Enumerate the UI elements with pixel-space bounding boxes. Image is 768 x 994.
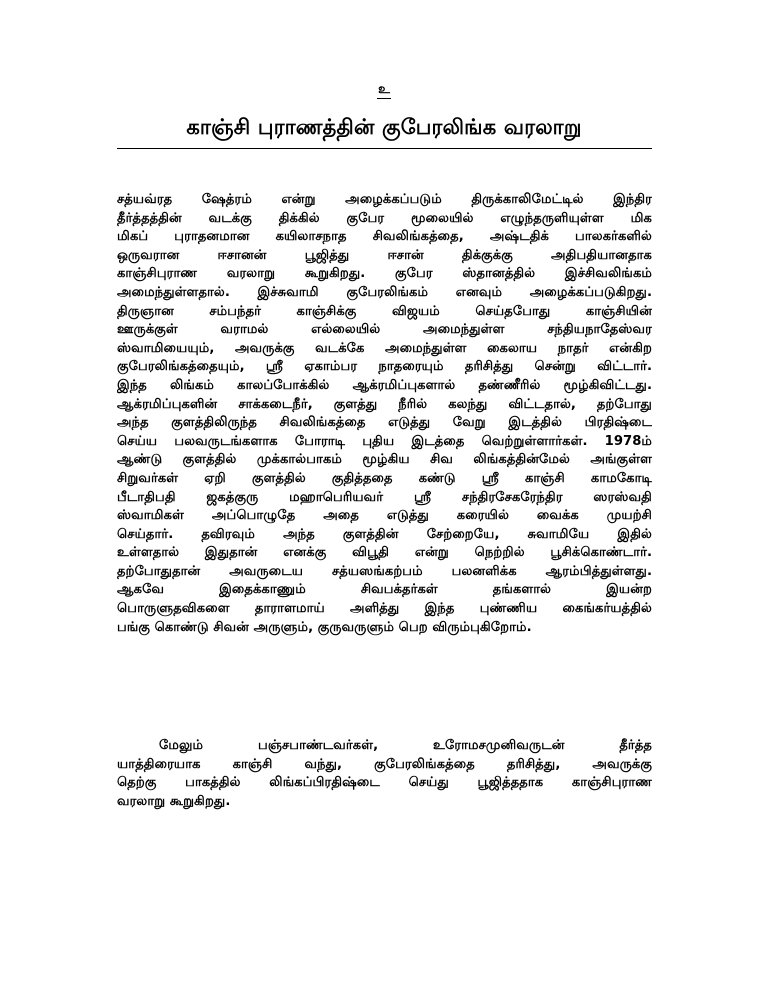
text-line: ஆண்டு குளத்தில் முக்கால்பாகம் மூழ்கிய சிவ லிங்கத்தின்மேல் அங்குள்ள (117, 452, 652, 468)
text-line: காஞ்சிபுராண வரலாறு கூறுகிறது. குபேர ஸ்தானத்தில் இச்சிவலிங்கம் (117, 266, 652, 282)
text-line: மிகப் புராதனமான கயிலாசநாத சிவலிங்கத்தை, அஷ்டதிக் பாலகர்களில் (117, 229, 652, 245)
text-line: பீடாதிபதி ஜகத்குரு மஹாபெரியவர் ஸ்ரீ சந்திரசேகரேந்திர ஸரஸ்வதி (117, 489, 652, 505)
top-mark-text: உ (378, 82, 390, 97)
text-line: ஒருவரான ஈசானன் பூஜித்து ஈசான் திக்குக்கு அதிபதியானதாக (117, 247, 652, 263)
text-line: தற்போதுதான் அவருடைய சத்யஸங்கற்பம் பலனளிக்க ஆரம்பித்துள்ளது. (117, 563, 652, 579)
text-line: வரலாறு கூறுகிறது. (117, 793, 231, 809)
pillaiyar-suzhi-mark (0, 82, 768, 98)
text-line: அந்த குளத்திலிருந்த சிவலிங்கத்தை எடுத்து வேறு இடத்தில் பிரதிஷ்டை (117, 415, 652, 431)
text-line: மேலும் பஞ்சபாண்டவர்கள், உரோமசமுனிவருடன் தீர்த்த (159, 738, 652, 753)
title-underline (117, 148, 652, 149)
text-line: பொருளுதவிகளை தாராளமாய் அளித்து இந்த புண்ணிய கைங்கர்யத்தில் (117, 601, 652, 617)
paragraph-2 (117, 737, 652, 811)
text-line: பங்கு கொண்டு சிவன் அருளும், குருவருளும் பெற விரும்புகிறோம். (117, 619, 532, 635)
text-line: திருஞான சம்பந்தர் காஞ்சிக்கு விஜயம் செய்தபோது காஞ்சியின் (117, 303, 652, 319)
paragraph-1 (117, 191, 652, 637)
text-line: ஸ்வாமிகள் அப்பொழுதே அதை எடுத்து கரையில் வைக்க முயற்சி (117, 508, 652, 524)
text-line: ஊருக்குள் வராமல் எல்லையில் அமைந்துள்ள சந்தியநாதேஸ்வர (117, 322, 652, 338)
text-line: செய்ய பலவருடங்களாக போராடி புதிய இடத்தை வெற்றுள்ளார்கள். 1978ம் (117, 433, 652, 449)
text-line: செய்தார். தவிரவும் அந்த குளத்தின் சேற்றையே, சுவாமியே இதில் (117, 526, 652, 542)
text-line: ஆகவே இதைக்காணும் சிவபக்தர்கள் தங்களால் இயன்ற (117, 582, 652, 598)
text-line: உள்ளதால் இதுதான் எனக்கு விபூதி என்று நெற்றில் பூசிக்கொண்டார். (117, 545, 652, 561)
text-line: அமைந்துள்ளதால். இச்சுவாமி குபேரலிங்கம் எனவும் அழைக்கப்படுகிறது. (117, 284, 652, 300)
text-line: யாத்திரையாக காஞ்சி வந்து, குபேரலிங்கத்தை தரிசித்து, அவருக்கு (117, 756, 652, 772)
text-line: இந்த லிங்கம் காலப்போக்கில் ஆக்ரமிப்புகளால் தண்ணீரில் மூழ்கிவிட்டது. (117, 377, 652, 393)
page-title: காஞ்சி புராணத்தின் குபேரலிங்க வரலாறு (186, 115, 582, 139)
text-line: சத்யவ்ரத ஷேத்ரம் என்று அழைக்கப்படும் திருக்காலிமேட்டில் இந்திர (117, 192, 652, 207)
text-line: தெற்கு பாகத்தில் லிங்கப்பிரதிஷ்டை செய்து பூஜித்ததாக காஞ்சிபுராண (117, 775, 652, 791)
text-line: சிறுவர்கள் ஏறி குளத்தில் குதித்ததை கண்டு ஸ்ரீ காஞ்சி காமகோடி (117, 470, 652, 486)
text-line: ஸ்வாமியையும், அவருக்கு வடக்கே அமைந்துள்ள கைலாய நாதர் என்கிற (117, 340, 652, 356)
text-line: குபேரலிங்கத்தையும், ஸ்ரீ ஏகாம்பர நாதரையும் தரிசித்து சென்று விட்டார். (117, 359, 652, 375)
text-line: ஆக்ரமிப்புகளின் சாக்கடைநீர், குளத்து நீரில் கலந்து விட்டதால், தற்போது (117, 396, 652, 412)
text-line: தீர்த்தத்தின் வடக்கு திக்கில் குபேர மூலையில் எழுந்தருளியுள்ள மிக (117, 210, 652, 226)
